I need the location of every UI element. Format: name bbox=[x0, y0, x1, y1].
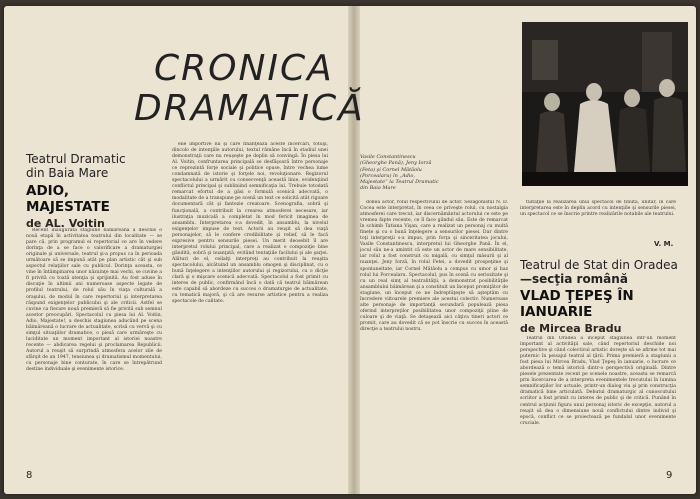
heading-line-1: CRONICA bbox=[154, 48, 334, 89]
page-number-right: 9 bbox=[666, 470, 673, 481]
theatre-name: Teatrul Dramatic din Baia Mare bbox=[26, 152, 126, 180]
right-column-2-top-text: tuităţile la realizarea unui spectacol de ținută, unitar, în care interpretarea este în deplin acord cu intenţiile şi sensurile piesei, un spectacol ce se înscrie printre realizările notabile ale teatrului. bbox=[520, 200, 676, 218]
right-column-2-bottom bbox=[520, 336, 676, 464]
theatre-section: —secţia română bbox=[520, 272, 628, 286]
stage-photo-image bbox=[522, 22, 688, 186]
review-signature: V. M. bbox=[654, 240, 674, 248]
play-author: de AL. Voitin bbox=[26, 217, 105, 230]
left-page bbox=[4, 6, 365, 494]
play-author-2: de Mircea Bradu bbox=[520, 322, 622, 335]
right-column-1-text: dollea actor, rolul respectivului de actor. Sezagonistul N. D. Cocea este interpretat, în ceea ce priveşte rolul, cu nostalgia atmosferei care trecut, iar discernământul actorului ce este pe vremea fapte recente, ce îl face gândul său. Este de remarcat în schimb Tatiana Vişan, care a realizat un personaj cu multă finețe şi cu o bună înţelegere a sensurilor piesei. Dar dintre toţi interpreţii s-a impus, prin forţa şi sinceritatea jocului, Vasile Constantinescu, interpretul lui Gheorghe Pană. În el, jocul său ne-a amintit că este un actor de mare sensibilitate, iar rolul a fost construit cu migală, cu simţul măsurii şi al nuanţei. Jeny Iorză, în rolul Fetei, a dovedit prospeţime şi spontaneitate, iar Cornel Mătăolu a compus cu umor şi haz rolul lui Porcealaru. Spectacolul, pus în scenă cu seriozitate şi cu un real simţ al teatralităţii, a demonstrat posibilităţile ansamblului băimărean şi a constituit un început promiţător de stagiune, un început ce ne îndreptăţeşte să aşteptăm cu încredere viitoarele premiere ale acestui colectiv. Numeroase alte personaje de importanţă secundară populează piesa oferind interpreţilor posibilitatea unor compoziţii pline de culoare şi de viaţă. Se detaşează aici câţiva tineri actori ce promit, care au dovedit că se pot înscrie cu succes în această direcţie a teatrului nostru. bbox=[360, 200, 508, 332]
left-column-2-text: ene importive lui şi care finanţează aceste încercări, totuşi, dincolo de intenţiile autorului, textul rămâne încă în stadiul unei demonstraţii care nu reuşeşte pe deplin să convingă. În piesa lui Al. Voitin, confruntarea principală se desfăşoară între personaje ce reprezintă forţe sociale şi politice opuse, între vechea lume condamnată de istorie şi forţele noi, revoluţionare. Regizorul spectacolului a urmărit cu consecvenţă această linie, evidenţiind conflictul principal şi subliniind semnificaţia lui. Trebuie totodată remarcat efortul de a găsi o formulă scenică adecvată, o modalitate de a transpune pe scenă un text ce solicită atât rigoare documentară cât şi fantezie creatoare. Scenografia, sobră şi funcţională, a contribuit la crearea atmosferei necesare, iar ilustraţia muzicală a completat în mod fericit imaginea de ansamblu. Interpretarea s-a dovedit, în ansamblu, la nivelul exigenţelor impuse de text. Actorii au reuşit să dea viaţă personajelor, să le confere credibilitate şi relief, să le facă expresive pentru sensurile piesei. Un merit deosebit îl are interpretul rolului principal, care a realizat o compoziţie bine gândită, sobră şi nuanţată, evitând tentaţiile facilului şi ale şarjei. Alături de el, ceilalţi interpreţi au contribuit la reuşita spectacolului, alcătuind un ansamblu omogen şi disciplinat, cu o bună înţelegere a intenţiilor autorului şi regizorului, cu o dicţie clară şi o mişcare scenică adecvată. Spectacolul a fost primit cu interes de public, confirmând încă o dată că teatrul băimărean este capabil să abordeze cu succes o dramaturgie de actualitate, cu tematică majoră, şi că are resurse artistice pentru a realiza spectacole de calitate. bbox=[172, 142, 328, 305]
left-section-head bbox=[26, 152, 136, 230]
play-title: ADIO, MAJESTATE bbox=[26, 183, 110, 215]
left-column-1 bbox=[26, 228, 162, 464]
right-column-1 bbox=[360, 200, 508, 464]
right-page bbox=[358, 6, 696, 494]
play-title-2: VLAD ŢEPEŞ ÎN IANUARIE bbox=[520, 288, 634, 320]
theatre-name-2: Teatrul de Stat din Oradea bbox=[520, 258, 678, 272]
right-column-2-top bbox=[520, 200, 676, 232]
heading-line-2: DRAMATICĂ bbox=[134, 88, 365, 129]
left-column-2 bbox=[172, 142, 328, 464]
left-column-1-text: Recent inaugurata stagiune bămăreană a deschis o nouă etapă în activitatea teatrului din localitate — se pare că, prin programul ei repertorial ce are în vedere dorinţa de a se face o valorificare a dramaturgiei originale şi universale, teatrul şi-a propus ca în perioada următoare să se impună atât pe plan artistic cât şi sub aspectul relaţiilor sale cu publicul. Dorinţa aceasta, ce vine în întâmpinarea unor năzuinţe mai vechi, se cuvine a fi privită cu toată atenţia şi sprijinită. Au fost aduse în discuţie în ultimii ani numeroase aspecte legate de profilul teatrului, de rolul său în viaţa culturală a oraşului, de modul în care repertoriul şi interpretarea răspund exigenţelor publicului şi ale criticii. Astfel se cuvine ca fiecare nouă premieră să fie privită sub semnul acestor preocupări. Spectacolul cu piesa lui Al. Voitin, Adio, Majestate!, a deschis stagiunea aducând pe scena băimăreană o lucrare de actualitate, scrisă cu vervă şi cu simţul situaţiilor dramatice, o piesă care urmăreşte cu luciditate un moment important al istoriei noastre recente — abdicarea regelui şi proclamarea Republicii. Autorul a reuşit să surprindă atmosfera acelor zile de sfârşit de an 1947, tensiunea şi dramatismul momentului, cu personaje bine conturate, în care se întrepătrund destine individuale şi evenimente istorice. bbox=[26, 228, 162, 373]
photo-caption: Vasile Constantinescu (Gheorghe Pană), Jeny Iorză (Feta) şi Cornel Mătăolu (Porcealaru) în „Adio, Majestate” la Teatrul Dramatic din Baia Mare bbox=[360, 154, 439, 192]
right-section-head bbox=[520, 258, 680, 335]
right-column-2-bottom-text: Teatrul din Oradea a început stagiunea într-un moment important al activităţii sale, când repertoriul deschide noi perspective şi când colectivul artistic doreşte să se afirme tot mai puternic în peisajul teatral al ţării. Prima premieră a stagiunii a fost piesa lui Mircea Bradu, Vlad Ţepeş în ianuarie, o lucrare ce abordează o temă istorică dintr-o perspectivă originală. Dintre piesele prezentate recent pe scenele noastre, aceasta se remarcă prin încercarea de a interpreta evenimentele trecutului în lumina semnificaţiilor lor actuale, printr-un dialog viu şi prin construcţia dramatică bine articulată. Debutul dramaturgic al cunoscutului scriitor a fost primit cu interes de public şi de critică. Punând în centrul acţiunii figura unui personaj istoric de excepţie, autorul a reuşit să dea o dimensiune nouă conflictului dintre individ şi epocă, conflict ce se proiectează pe fundalul unor evenimente cruciale. bbox=[520, 336, 676, 426]
magazine-spread bbox=[4, 6, 696, 494]
page-number-left: 8 bbox=[26, 470, 33, 481]
stage-photo bbox=[522, 22, 688, 186]
